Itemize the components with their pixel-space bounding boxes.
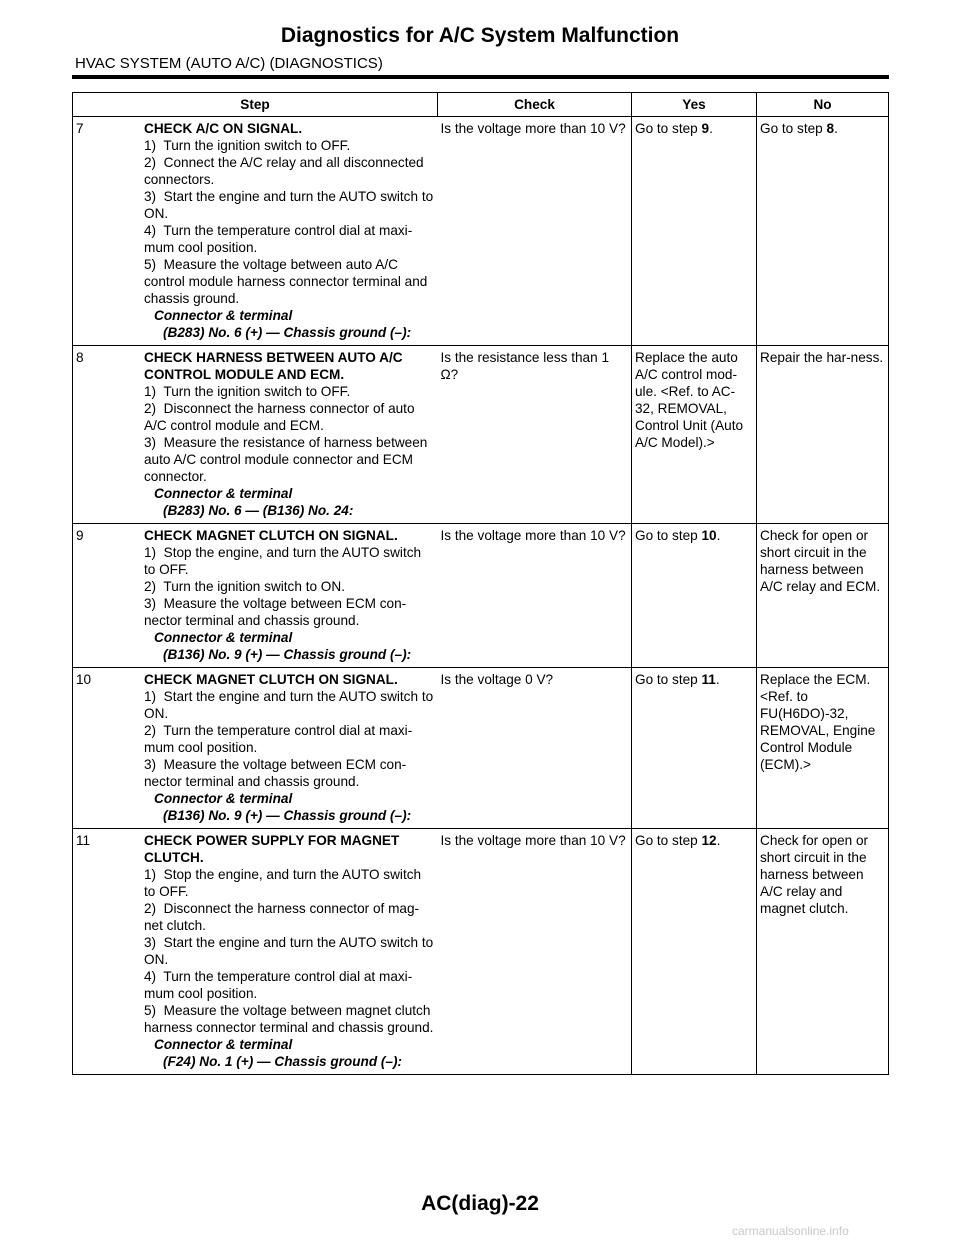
- check-cell: Is the voltage more than 10 V?: [438, 117, 632, 346]
- step-instruction: 1) Stop the engine, and turn the AUTO switch to OFF.: [144, 867, 425, 899]
- step-instruction: 3) Start the engine and turn the AUTO switch to ON.: [144, 189, 437, 221]
- table-row: [73, 117, 889, 346]
- yes-text: Go to step: [635, 833, 702, 848]
- yes-text: Go to step: [635, 528, 702, 543]
- check-cell: Is the voltage more than 10 V?: [438, 829, 632, 1075]
- connector-label: Connector & terminal: [154, 308, 293, 323]
- yes-cell: [632, 117, 757, 346]
- step-instruction: 1) Stop the engine, and turn the AUTO switch to OFF.: [144, 545, 425, 577]
- column-header-no: No: [757, 93, 889, 117]
- no-text: Replace the ECM. <Ref. to FU(H6DO)-32, REMOVAL, Engine Control Module (ECM).>: [760, 672, 876, 772]
- connector-terminal: (B136) No. 9 (+) — Chassis ground (–):: [163, 647, 412, 662]
- check-cell: Is the voltage more than 10 V?: [438, 524, 632, 668]
- yes-text: Replace the auto A/C control mod-ule. <Ref. to AC-32, REMOVAL, Control Unit (Auto A/C Model).>: [635, 350, 744, 450]
- diagnostic-table: [72, 92, 889, 1075]
- step-instruction: 1) Start the engine and turn the AUTO switch to ON.: [144, 689, 437, 721]
- step-instruction: 2) Turn the temperature control dial at maxi-mum cool position.: [144, 723, 413, 755]
- step-cell: [73, 346, 438, 524]
- step-instruction: 2) Disconnect the harness connector of auto A/C control module and ECM.: [144, 401, 418, 433]
- step-cell: [73, 524, 438, 668]
- no-cell: [757, 668, 889, 829]
- yes-suffix: .: [715, 672, 720, 687]
- step-body: [144, 671, 435, 824]
- table-row: [73, 346, 889, 524]
- table-header-row: [73, 93, 889, 117]
- yes-step-ref: 12: [701, 833, 717, 848]
- yes-cell: [632, 829, 757, 1075]
- section-subtitle: HVAC SYSTEM (AUTO A/C) (DIAGNOSTICS): [75, 55, 383, 72]
- step-body: [144, 349, 435, 519]
- yes-cell: [632, 668, 757, 829]
- column-header-yes: Yes: [632, 93, 757, 117]
- table-body: [73, 117, 889, 1075]
- connector-label: Connector & terminal: [154, 1037, 293, 1052]
- no-cell: [757, 829, 889, 1075]
- step-cell: [73, 668, 438, 829]
- step-instruction: 5) Measure the voltage between auto A/C control module harness connector terminal and chassis ground.: [144, 257, 432, 306]
- step-instruction: 3) Measure the voltage between ECM con-nector terminal and chassis ground.: [144, 596, 407, 628]
- yes-cell: [632, 346, 757, 524]
- table-row: [73, 668, 889, 829]
- yes-step-ref: 11: [701, 672, 716, 687]
- connector-terminal: (F24) No. 1 (+) — Chassis ground (–):: [163, 1054, 403, 1069]
- connector-terminal: (B136) No. 9 (+) — Chassis ground (–):: [163, 808, 412, 823]
- yes-step-ref: 10: [701, 528, 717, 543]
- connector-label: Connector & terminal: [154, 630, 293, 645]
- step-number: 11: [76, 833, 91, 848]
- check-cell: Is the voltage 0 V?: [438, 668, 632, 829]
- step-title: CHECK A/C ON SIGNAL.: [144, 121, 303, 136]
- step-body: [144, 527, 435, 663]
- table-row: [73, 829, 889, 1075]
- header-rule: [72, 75, 889, 79]
- watermark: carmanualsonline.info: [732, 1224, 849, 1238]
- step-title: CHECK MAGNET CLUTCH ON SIGNAL.: [144, 672, 398, 687]
- yes-suffix: .: [716, 833, 721, 848]
- yes-step-ref: 9: [701, 121, 710, 136]
- step-number: 7: [76, 121, 84, 136]
- no-cell: [757, 524, 889, 668]
- no-text: Check for open or short circuit in the harness between A/C relay and ECM.: [760, 528, 881, 594]
- step-instruction: 2) Connect the A/C relay and all disconnected connectors.: [144, 155, 428, 187]
- column-header-step: Step: [73, 93, 438, 117]
- page-title: Diagnostics for A/C System Malfunction: [280, 24, 680, 47]
- step-title: CHECK POWER SUPPLY FOR MAGNET CLUTCH.: [144, 833, 400, 865]
- table-row: [73, 524, 889, 668]
- connector-label: Connector & terminal: [154, 486, 293, 501]
- step-cell: [73, 829, 438, 1075]
- step-instruction: 4) Turn the temperature control dial at maxi-mum cool position.: [144, 223, 413, 255]
- page-number: AC(diag)-22: [421, 1192, 539, 1215]
- connector-terminal: (B283) No. 6 (+) — Chassis ground (–):: [163, 325, 412, 340]
- column-header-check: Check: [438, 93, 632, 117]
- no-cell: [757, 346, 889, 524]
- yes-text: Go to step: [635, 672, 702, 687]
- step-instruction: 2) Turn the ignition switch to ON.: [144, 579, 345, 594]
- yes-suffix: .: [709, 121, 713, 136]
- step-cell: [73, 117, 438, 346]
- no-suffix: .: [834, 121, 838, 136]
- step-instruction: 2) Disconnect the harness connector of mag-net clutch.: [144, 901, 420, 933]
- step-instruction: 1) Turn the ignition switch to OFF.: [144, 384, 351, 399]
- step-number: 9: [76, 528, 84, 543]
- step-number: 10: [76, 672, 92, 687]
- no-text: Check for open or short circuit in the harness between A/C relay and magnet clutch.: [760, 833, 869, 916]
- step-title: CHECK MAGNET CLUTCH ON SIGNAL.: [144, 528, 398, 543]
- step-instruction: 3) Start the engine and turn the AUTO switch to ON.: [144, 935, 437, 967]
- step-number: 8: [76, 350, 84, 365]
- step-title: CHECK HARNESS BETWEEN AUTO A/C CONTROL MODULE AND ECM.: [144, 350, 403, 382]
- no-text: Repair the har-ness.: [760, 350, 884, 365]
- no-cell: [757, 117, 889, 346]
- yes-cell: [632, 524, 757, 668]
- step-instruction: 3) Measure the resistance of harness between auto A/C control module connector and ECM connector.: [144, 435, 432, 484]
- no-text: Go to step: [760, 121, 827, 136]
- step-instruction: 1) Turn the ignition switch to OFF.: [144, 138, 351, 153]
- check-cell: Is the resistance less than 1 Ω?: [438, 346, 632, 524]
- step-instruction: 5) Measure the voltage between magnet clutch harness connector terminal and chassis ground.: [144, 1003, 435, 1035]
- step-body: [144, 120, 435, 341]
- no-step-ref: 8: [826, 121, 835, 136]
- step-instruction: 3) Measure the voltage between ECM con-nector terminal and chassis ground.: [144, 757, 407, 789]
- connector-terminal: (B283) No. 6 — (B136) No. 24:: [163, 503, 354, 518]
- step-instruction: 4) Turn the temperature control dial at maxi-mum cool position.: [144, 969, 413, 1001]
- yes-text: Go to step: [635, 121, 702, 136]
- connector-label: Connector & terminal: [154, 791, 293, 806]
- step-body: [144, 832, 435, 1070]
- yes-suffix: .: [716, 528, 721, 543]
